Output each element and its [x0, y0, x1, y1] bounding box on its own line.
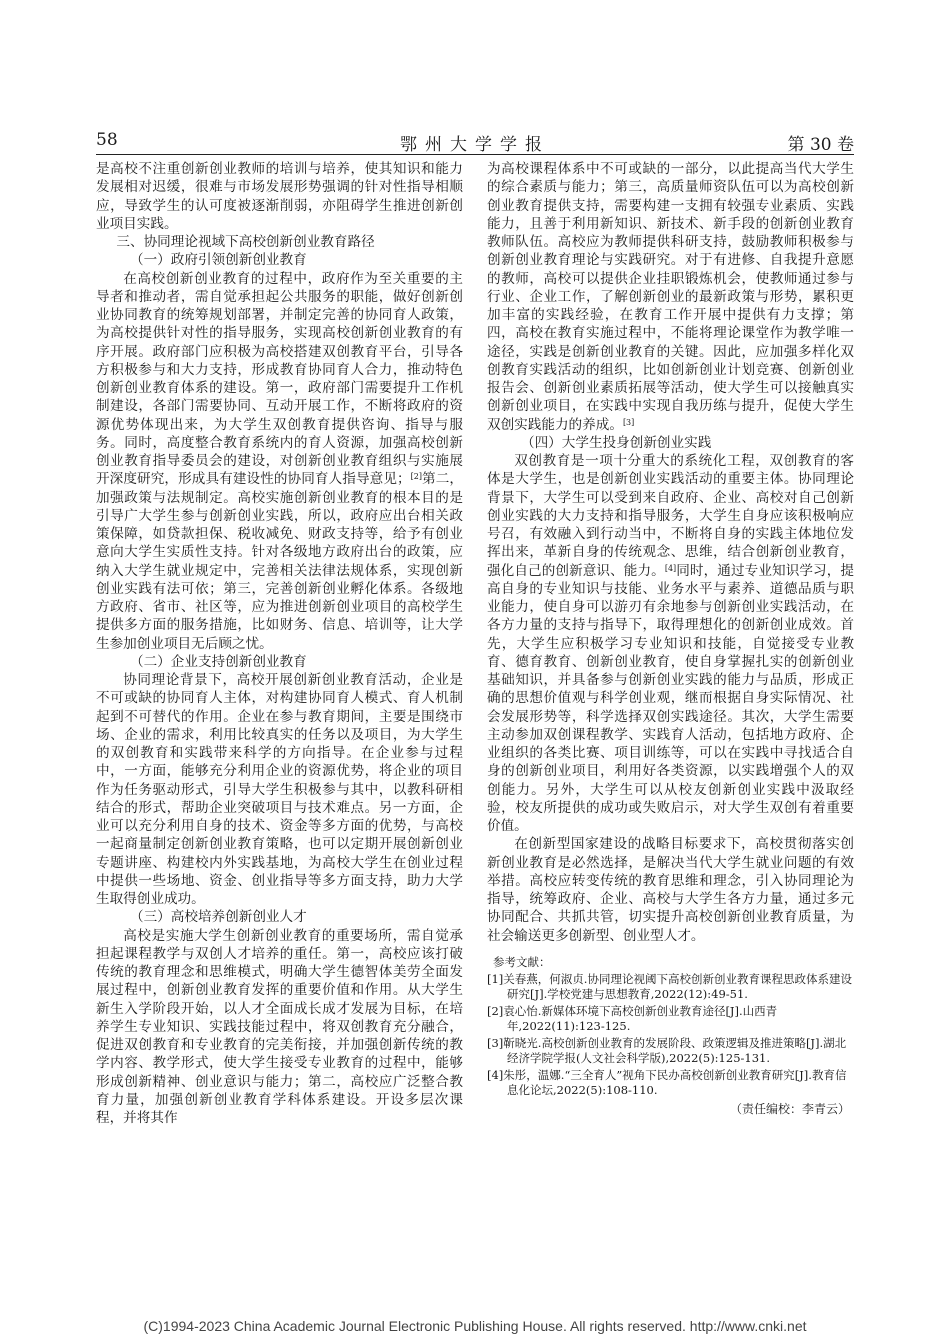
editor-note: （责任编校：李青云） [729, 1101, 850, 1116]
paragraph: 在创新型国家建设的战略目标要求下，高校贯彻落实创新创业教育是必然选择，是解决当代大学生就业问题的有效举措。高校应转变传统的教育思维和理念，引入协同理论为指导，统筹政府、企业、高校与大学生各方力量，通过多元协同配合、共抓共管，切实提升高校创新创业教育质量，为社会输送更多创新型、创业型人才。 [487, 836, 854, 944]
citation: [3] [622, 417, 635, 427]
journal-title: 鄂州大学学报 [400, 135, 550, 155]
paragraph [96, 270, 463, 653]
right-column [487, 160, 854, 1118]
subsection-heading: （三）高校培养创新创业人才 [130, 909, 307, 926]
reference-item: [2]袁心怡.新媒体环境下高校创新创业教育途径[J].山西青年,2022(11):123-125. [487, 1003, 778, 1033]
subsection-heading: （一）政府引领创新创业教育 [130, 252, 307, 269]
paragraph: 协同理论背景下，高校开展创新创业教育活动，企业是不可或缺的协同育人主体，对构建协同育人模式、育人机制起到不可替代的作用。企业在参与教育期间，主要是围绕市场、企业的需求，利用比较真实的任务以及项目，为大学生的双创教育和实践带来科学的方向指导。在企业参与过程中，一方面，能够充分利用企业的资源优势，将企业的项目作为任务驱动形式，引导大学生积极参与其中，以教科研相结合的形式，帮助企业突破项目与技术难点。另一方面，企业可以充分利用自身的技术、资金等多方面的优势，与高校一起商量制定创新创业教育策略，也可以定期开展创新创业专题讲座、构建校内外实践基地，为高校大学生在创业过程中提供一些场地、资金、创业指导等多方面支持，助力大学生取得创业成功。 [96, 672, 463, 907]
running-header [96, 128, 854, 155]
left-column [96, 160, 463, 1127]
copyright-footer: (C)1994-2023 China Academic Journal Electronic Publishing House. All rights reserved. http://www.cnki.net [143, 1318, 807, 1334]
citation: [2] [410, 472, 422, 482]
paragraph-text: 第二，加强政策与法规制定。高校实施创新创业教育的根本目的是引导广大学生参与创新创业实践，所以，政府应出台相关政策保障，如贷款担保、税收减免、财政支持等，给予有创业意向大学生实质性支持。针对各级地方政府出台的政策，应纳入大学生就业规定中，完善相关法律法规体系，实现创新创业实践有法可依；第三，完善创新创业孵化体系。各级地方政府、省市、社区等，应为推进创新创业项目的高校学生提供多方面的服务措施，比如财务、信息、培训等，让大学生参加创业项目无后顾之忧。 [96, 471, 464, 652]
reference-item: [4]朱彤，温娜.“三全育人”视角下民办高校创新创业教育研究[J].教育信息化论坛,2022(5):108-110. [487, 1067, 847, 1097]
paragraph-text: 在高校创新创业教育的过程中，政府作为至关重要的主导者和推动者，需自觉承担起公共服务的职能，做好创新创业协同教育的统筹规划部署，并制定完善的协同育人政策，为高校提供针对性的指导服务，实现高校创新创业教育的有序开展。政府部门应积极为高校搭建双创教育平台，引导各方积极参与和大力支持，形成教育协同育人合力，推动特色创新创业教育体系的建设。第一，政府部门需要提升工作机制建设，各部门需要协同、互动开展工作，不断将政府的资源优势体现出来，为大学生双创教育提供咨询、指导与服务。同时，高度整合教育系统内的育人资源，加强高校创新创业教育指导委员会的建设，对创新创业教育组织与实施展开深度研究，形成具有建设性的协同育人指导意见； [96, 270, 463, 488]
section-heading: 三、协同理论视域下高校创新创业教育路径 [116, 234, 375, 250]
paragraph: 高校是实施大学生创新创业教育的重要场所，需自觉承担起课程教学与双创人才培养的重任。第一，高校应该打破传统的教育理念和思维模式，明确大学生德智体美劳全面发展过程中，创新创业教育发挥的重要价值和作用。从大学生新生入学阶段开始，以人才全面成长成才发展为目标，在培养学生专业知识、实践技能过程中，将双创教育充分融合，促进双创教育和专业教育的完美衔接，并加强创新传统的教学内容、教学形式，使大学生接受专业教育的过程中，能够形成创新精神、创业意识与能力；第二，高校应广泛整合教育力量，加强创新创业教育学科体系建设。开设多层次课程，并将其作 [96, 927, 463, 1126]
volume-label: 第 30 卷 [787, 135, 854, 155]
citation: [4] [664, 563, 677, 573]
paragraph-text: 双创教育是一项十分重大的系统化工程，双创教育的客体是大学生，也是创新创业实践活动的重要主体。协同理论背景下，大学生可以受到来自政府、企业、高校对自己创新创业实践的大力支持和指导服务，大学生自身应该积极响应号召，有效融入到行动当中，不断将自身的实践主体地位发挥出来，革新自身的传统观念、思维，结合创新创业教育，强化自己的创新意识、能力。 [487, 453, 854, 579]
reference-item: [1]关春燕，何淑贞.协同理论视阈下高校创新创业教育课程思政体系建设研究[J].学校党建与思想教育,2022(12):49-51. [487, 971, 852, 1001]
subsection-heading: （四）大学生投身创新创业实践 [521, 434, 712, 451]
page-number: 58 [96, 130, 118, 150]
paragraph [487, 452, 854, 835]
references [487, 955, 854, 1098]
paragraph-text: 同时，通过专业知识学习，提高自身的专业知识与技能、业务水平与素养、道德品质与职业能力，使自身可以游刃有余地参与创新创业实践活动，在各方力量的支持与指导下，取得理想化的创新创业成效。首先，大学生应积极学习专业知识和技能，自觉接受专业教育、德育教育、创新创业教育，使自身掌握扎实的创新创业基础知识，并具备参与创新创业实践的能力与品质，形成正确的思想价值观与科学创业观，继而根据自身实际情况、社会发展形势等，科学选择双创实践途径。其次，大学生需要主动参加双创课程教学、实践育人活动，包括地方政府、企业组织的各类比赛、项目训练等，可以在实践中寻找适合自身的创新创业项目，利用好各类资源，以实践增强个人的双创能力。另外，大学生可以从校友创新创业实践中汲取经验，校友所提供的成功或失败启示，对大学生双创有着重要价值。 [487, 562, 854, 834]
references-title: 参考文献： [493, 954, 551, 969]
subsection-heading: （二）企业支持创新创业教育 [130, 653, 307, 670]
paragraph [487, 160, 854, 434]
reference-item: [3]靳晓光.高校创新创业教育的发展阶段、政策逻辑及推进策略[J].湖北经济学院学报(人文社会科学版),2022(5):125-131. [487, 1035, 847, 1065]
paragraph: 是高校不注重创新创业教师的培训与培养，使其知识和能力发展相对迟缓，很难与市场发展形势强调的针对性指导相顺应，导致学生的认可度被逐渐削弱，亦阻碍学生推进创新创业项目实践。 [96, 161, 463, 232]
paragraph-text: 为高校课程体系中不可或缺的一部分，以此提高当代大学生的综合素质与能力；第三，高质量师资队伍可以为高校创新创业教育提供支持，需要构建一支拥有较强专业素质、实践能力，且善于利用新知识、新技术、新手段的创新创业教育教师队伍。高校应为教师提供科研支持，鼓励教师积极参与创新创业教育理论与实践研究。对于有进修、自我提升意愿的教师，高校可以提供企业挂职锻炼机会，使教师通过参与行业、企业工作，了解创新创业的最新政策与形势，累积更加丰富的实践经验，在教育工作开展中提供有力支撑；第四，高校在教育实施过程中，不能将理论课堂作为教学唯一途径，实践是创新创业教育的关键。因此，应加强多样化双创教育实践活动的组织，比如创新创业计划竞赛、创新创业报告会、创新创业素质拓展等活动，使大学生可以接触真实创新创业项目，在实践中实现自我历练与提升，促使大学生双创实践能力的养成。 [487, 161, 854, 433]
